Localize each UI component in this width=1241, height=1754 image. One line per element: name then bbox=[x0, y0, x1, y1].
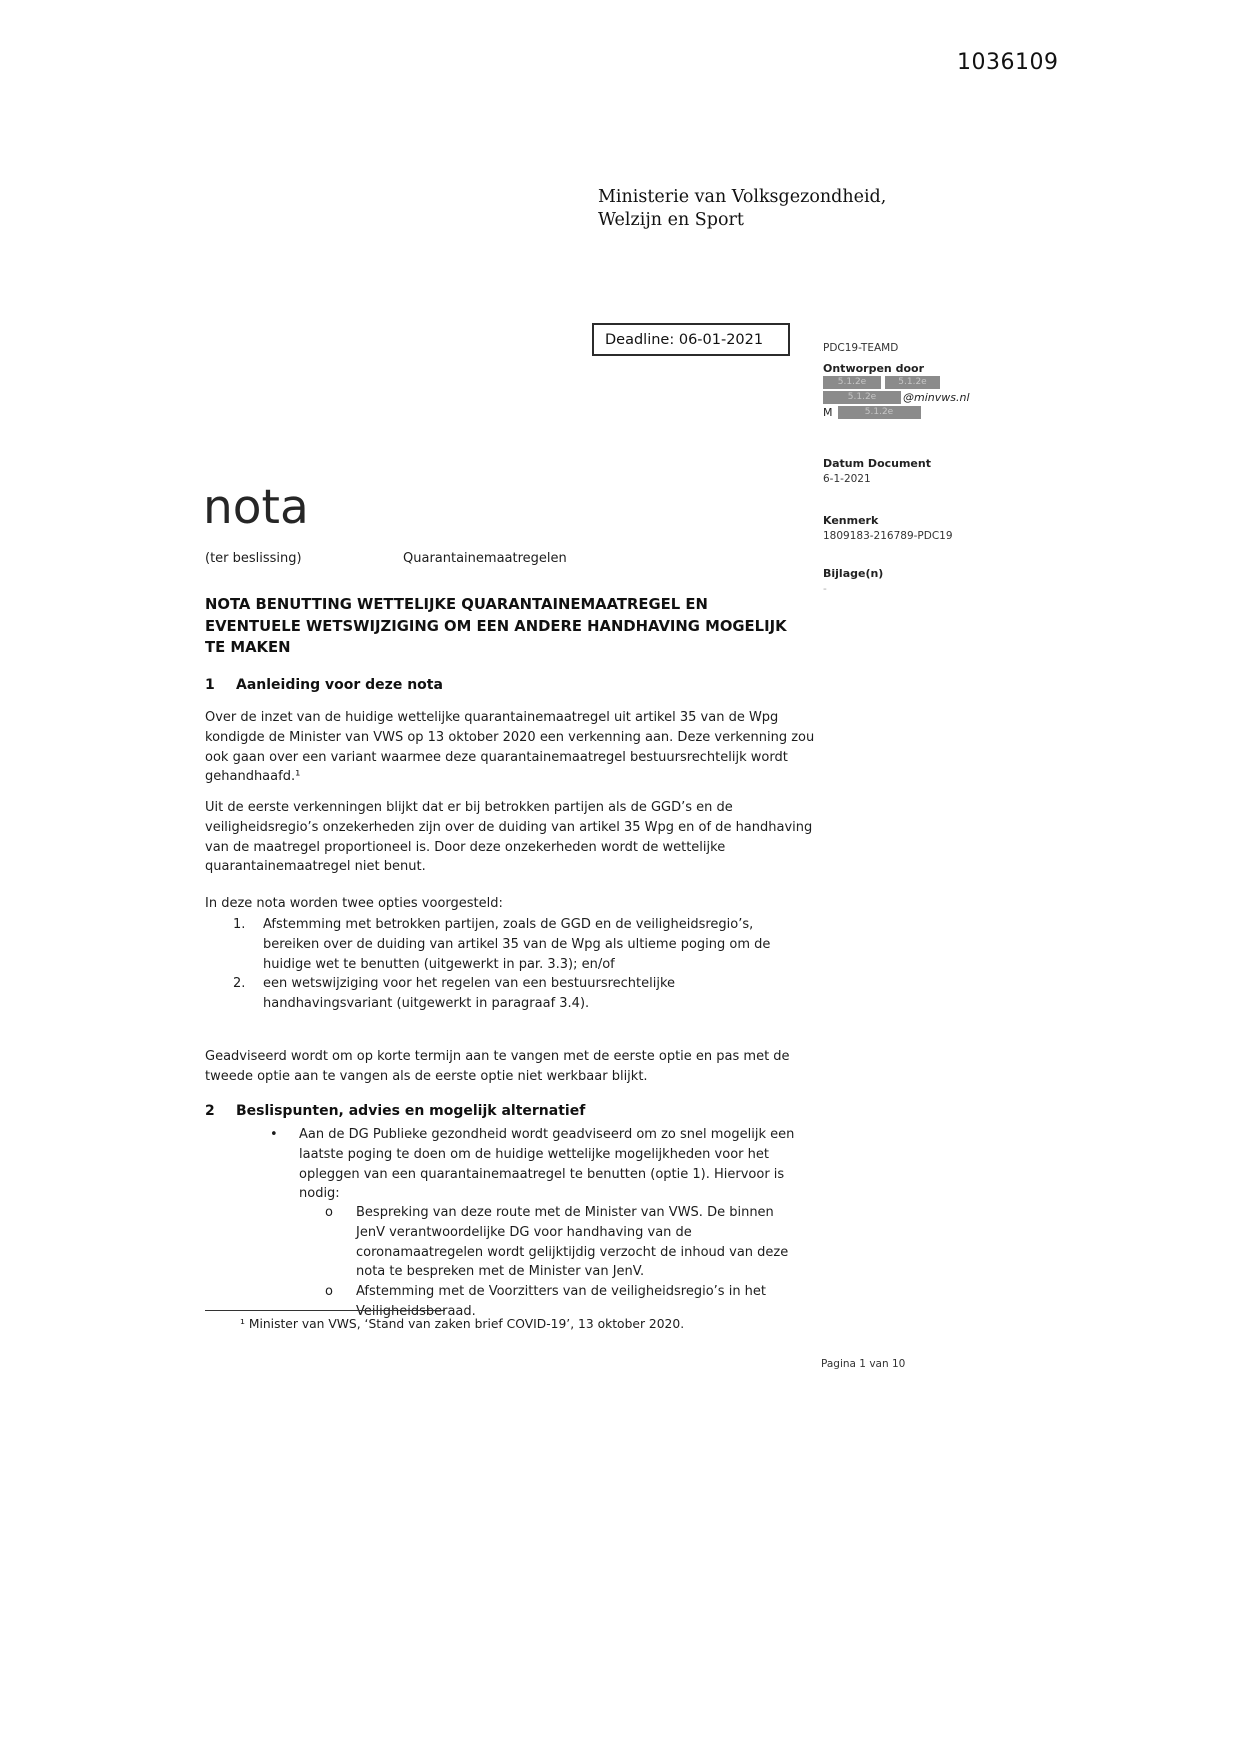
sub-bullet-marker: o bbox=[325, 1284, 333, 1300]
sub-bullet-text: Bespreking van deze route met de Minister van VWS. De binnen JenV verantwoordelijke DG voor handhaving van de coronamaatregelen wordt gelijktijdig verzocht de inhoud van deze nota te bespreken met de Minister van JenV. bbox=[356, 1205, 789, 1280]
list-item bbox=[233, 915, 805, 974]
section2-number: 2 bbox=[205, 1103, 215, 1119]
numbered-list bbox=[233, 915, 805, 1014]
deadline-text: Deadline: 06-01-2021 bbox=[605, 331, 764, 348]
attachments-label: Bijlage(n) bbox=[823, 567, 884, 580]
list-item-text: Afstemming met betrokken partijen, zoals de GGD en de veiligheidsregio’s, bereiken over de duiding van artikel 35 van de Wpg als ultieme poging om de huidige wet te benutten (uitgewerkt in par. 3.3); en/of bbox=[263, 917, 771, 972]
email-domain: @minvws.nl bbox=[903, 391, 970, 404]
document-number: 1036109 bbox=[957, 50, 1059, 75]
reference-label: Kenmerk bbox=[823, 514, 879, 527]
redaction-row bbox=[823, 406, 921, 419]
sub-bullet-text: Afstemming met de Voorzitters van de veiligheidsregio’s in het Veiligheidsberaad. bbox=[356, 1284, 767, 1319]
bullet-marker: • bbox=[270, 1127, 278, 1142]
phone-prefix: M bbox=[823, 406, 833, 419]
section2-heading bbox=[205, 1103, 585, 1119]
section1-title: Aanleiding voor deze nota bbox=[236, 677, 443, 693]
sub-bullet-item bbox=[325, 1203, 805, 1282]
paragraph: Over de inzet van de huidige wettelijke quarantainemaatregel uit artikel 35 van de Wpg kondigde de Minister van VWS op 13 oktober 2020 een verkenning aan. Deze verkenning zou ook gaan over een variant waarmee deze quarantainemaatregel bestuursrechtelijk wordt gehandhaafd.¹ bbox=[205, 710, 815, 785]
redaction-row bbox=[823, 376, 940, 389]
date-label: Datum Document bbox=[823, 457, 931, 470]
footnote-rule bbox=[205, 1310, 445, 1311]
date-value: 6-1-2021 bbox=[823, 473, 871, 485]
redaction-block: 5.1.2e bbox=[823, 391, 901, 404]
list-item bbox=[233, 974, 805, 1014]
reference-value: 1809183-216789-PDC19 bbox=[823, 530, 953, 542]
bullet-text: Aan de DG Publieke gezondheid wordt geadviseerd om zo snel mogelijk een laatste poging te doen om de huidige wettelijke mogelijkheden voor het opleggen van een quarantainemaatregel te benutten (optie 1). Hiervoor is nodig: bbox=[299, 1127, 795, 1202]
redaction-row bbox=[823, 391, 970, 404]
bullet-item bbox=[270, 1125, 802, 1204]
footnote-text: ¹ Minister van VWS, ‘Stand van zaken brief COVID-19’, 13 oktober 2020. bbox=[240, 1317, 685, 1331]
sub-bullet-item bbox=[325, 1282, 805, 1322]
list-item-text: een wetswijziging voor het regelen van een bestuursrechtelijke handhavingsvariant (uitgewerkt in paragraaf 3.4). bbox=[263, 976, 676, 1012]
page-number: Pagina 1 van 10 bbox=[821, 1358, 906, 1370]
paragraph: Geadviseerd wordt om op korte termijn aan te vangen met de eerste optie en pas met de tweede optie aan te vangen als de eerste optie niet werkbaar blijkt. bbox=[205, 1049, 790, 1084]
redaction-block: 5.1.2e bbox=[885, 376, 940, 389]
section1-number: 1 bbox=[205, 677, 215, 693]
sub-bullet-marker: o bbox=[325, 1205, 333, 1220]
list-item-number: 2. bbox=[233, 976, 246, 992]
ministry-line2: Welzijn en Sport bbox=[598, 210, 744, 230]
ministry-header bbox=[598, 186, 886, 232]
paragraph: Uit de eerste verkenningen blijkt dat er bij betrokken partijen als de GGD’s en de veiligheidsregio’s onzekerheden zijn over de duiding van artikel 35 Wpg en of de handhaving van de maatregel proportioneel is. Door deze onzekerheden wordt de wettelijke quarantainemaatregel niet benut. bbox=[205, 800, 813, 875]
team-label: PDC19-TEAMD bbox=[823, 342, 899, 354]
document-title: NOTA BENUTTING WETTELIJKE QUARANTAINEMAATREGEL EN EVENTUELE WETSWIJZIGING OM EEN ANDERE HANDHAVING MOGELIJK TE MAKEN bbox=[205, 596, 787, 656]
subject-label: Quarantainemaatregelen bbox=[403, 551, 567, 566]
nota-title: nota bbox=[203, 480, 309, 535]
section1-heading bbox=[205, 677, 443, 693]
redaction-block: 5.1.2e bbox=[823, 376, 881, 389]
designed-by-label: Ontworpen door bbox=[823, 362, 924, 375]
section2-title: Beslispunten, advies en mogelijk alternatief bbox=[236, 1103, 586, 1119]
list-intro: In deze nota worden twee opties voorgesteld: bbox=[205, 896, 503, 911]
attachments-value: - bbox=[823, 583, 827, 595]
bullet-list bbox=[270, 1125, 802, 1204]
list-item-number: 1. bbox=[233, 917, 246, 932]
ministry-line1: Ministerie van Volksgezondheid, bbox=[598, 187, 887, 207]
sub-bullet-list bbox=[325, 1203, 805, 1322]
redaction-block: 5.1.2e bbox=[838, 406, 921, 419]
deadline-box bbox=[592, 323, 790, 356]
decision-type-label: (ter beslissing) bbox=[205, 551, 302, 566]
